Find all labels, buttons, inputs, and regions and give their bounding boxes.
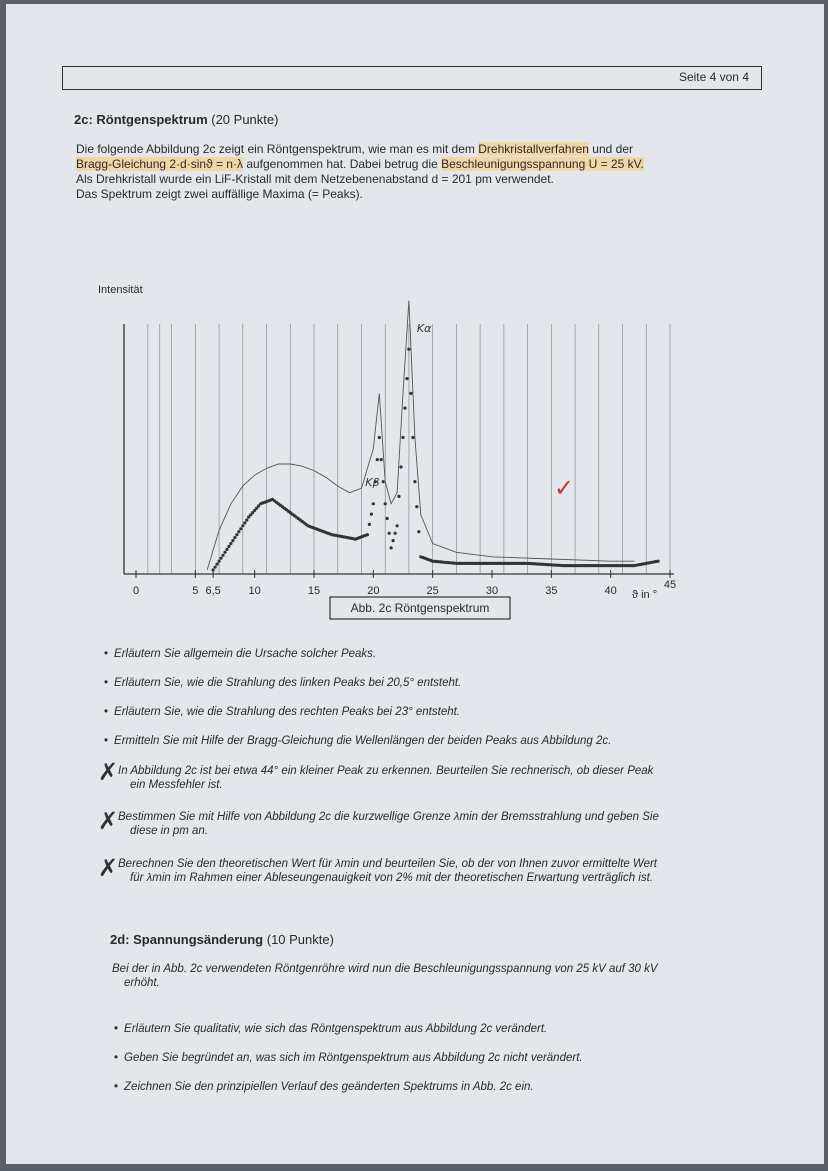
data-point [225, 548, 228, 551]
task-2c-4: • Ermitteln Sie mit Hilfe der Bragg-Gleichung die Wellenlängen der beiden Peaks aus Abbildung 2c. [104, 735, 612, 747]
data-point [212, 568, 215, 571]
x-tick-label: 0 [132, 585, 140, 597]
exam-page [6, 4, 824, 1164]
x-tick-label: 15 [307, 585, 321, 597]
data-point [409, 392, 412, 395]
x-tick-label: 45 [663, 579, 677, 591]
data-point [370, 513, 373, 516]
data-point [218, 560, 221, 563]
x-tick-label: 30 [485, 585, 499, 597]
data-point [405, 377, 408, 380]
chart-grid [148, 324, 670, 574]
section-2d-intro-line-2: erhöht. [124, 977, 160, 989]
data-point [376, 458, 379, 461]
crossed-out-mark-2: ✗ [98, 807, 119, 835]
data-point [368, 523, 371, 526]
data-point [372, 502, 375, 505]
intro-line-3: Als Drehkristall wurde ein LiF-Kristall mit dem Netzebenenabstand d = 201 pm verwendet. [76, 172, 554, 186]
data-point [657, 560, 660, 563]
task-2d-1-text: Erläutern Sie qualitativ, wie sich das Röntgenspektrum aus Abbildung 2c verändert. [124, 1023, 548, 1035]
data-point [390, 546, 393, 549]
data-point [415, 505, 418, 508]
task-2c-4-text: Ermitteln Sie mit Hilfe der Bragg-Gleichung die Wellenlängen der beiden Peaks aus Abbildung 2c. [114, 735, 612, 747]
data-point [396, 524, 399, 527]
data-point [382, 480, 385, 483]
x-tick-label: 10 [248, 585, 261, 597]
data-point [392, 539, 395, 542]
intro-line-2a: Bragg-Gleichung 2·d·sinϑ = n·λ [76, 157, 243, 171]
data-point [233, 536, 236, 539]
crossed-out-mark-1: ✗ [98, 758, 119, 786]
section-2c-title-bold: 2c: Röntgenspektrum [74, 112, 208, 127]
hand-drawn-curve [207, 301, 634, 570]
data-point [237, 530, 240, 533]
section-2d-points: (10 Punkte) [263, 932, 334, 947]
section-2d-title [110, 932, 334, 947]
task-2c-2: • Erläutern Sie, wie die Strahlung des linken Peaks bei 20,5° entsteht. [104, 677, 462, 689]
intro-line-2b: aufgenommen hat. Dabei betrug die [242, 157, 442, 171]
data-point [380, 458, 383, 461]
crossed-out-mark-3: ✗ [98, 854, 119, 882]
data-point [397, 495, 400, 498]
measurement-points [212, 348, 660, 572]
intro-line-1b: Drehkristallverfahren [478, 142, 589, 156]
task-2c-6 [118, 810, 659, 838]
data-point [235, 533, 238, 536]
data-point [407, 348, 410, 351]
data-point [401, 436, 404, 439]
data-point [403, 407, 406, 410]
x-tick-label: 25 [426, 585, 439, 597]
page-number: Seite 4 von 4 [678, 70, 749, 84]
task-2c-6-line-1: Bestimmen Sie mit Hilfe von Abbildung 2c die kurzwellige Grenze λmin der Bremsstrahlung und geben Sie [118, 811, 659, 823]
task-2c-3-text: Erläutern Sie, wie die Strahlung des rechten Peaks bei 23° entsteht. [114, 706, 461, 718]
task-2d-2-text: Geben Sie begründet an, was sich im Röntgenspektrum aus Abbildung 2c nicht verändert. [124, 1052, 583, 1064]
task-2d-3-text: Zeichnen Sie den prinzipiellen Verlauf des geänderten Spektrums in Abb. 2c ein. [124, 1081, 534, 1093]
data-point [413, 480, 416, 483]
data-point [378, 436, 381, 439]
x-tick-label: 40 [604, 585, 617, 597]
task-2c-7-line-2: für λmin im Rahmen einer Ableseungenauigkeit von 2% mit der theoretischen Erwartung verträglich ist. [130, 872, 653, 884]
chart-ylabel: Intensität [98, 284, 143, 296]
data-point [239, 527, 242, 530]
data-point [399, 465, 402, 468]
spectrum-chart [6, 4, 824, 644]
task-2c-2-text: Erläutern Sie, wie die Strahlung des linken Peaks bei 20,5° entsteht. [114, 677, 462, 689]
chart-title: Abb. 2c Röntgenspektrum [350, 601, 490, 615]
data-point [229, 542, 232, 545]
data-point [231, 539, 234, 542]
data-point [245, 518, 248, 521]
data-point [241, 524, 244, 527]
intro-line-1a: Die folgende Abbildung 2c zeigt ein Röntgenspektrum, wie man es mit dem [76, 142, 479, 156]
data-point [243, 521, 246, 524]
task-2c-5-line-2: ein Messfehler ist. [130, 779, 223, 791]
data-point [221, 554, 224, 557]
task-2c-3: • Erläutern Sie, wie die Strahlung des rechten Peaks bei 23° entsteht. [104, 706, 461, 718]
data-point [394, 532, 397, 535]
task-2c-1-text: Erläutern Sie allgemein die Ursache solcher Peaks. [114, 648, 377, 660]
data-point [219, 557, 222, 560]
section-2d-intro [112, 962, 658, 990]
data-point [384, 502, 387, 505]
data-point [366, 533, 369, 536]
section-2c-points: (20 Punkte) [207, 112, 279, 127]
section-2d-intro-line-1: Bei der in Abb. 2c verwendeten Röntgenröhre wird nun die Beschleunigungsspannung von 25 kV auf 30 kV [112, 963, 658, 975]
x-tick-label: 35 [545, 585, 558, 597]
task-2c-1: • Erläutern Sie allgemein die Ursache solcher Peaks. [104, 648, 377, 660]
section-2d-title-bold: 2d: Spannungsänderung [110, 932, 264, 947]
data-point [386, 517, 389, 520]
task-2c-6-line-2: diese in pm an. [130, 825, 208, 837]
intro-line-1c: und der [588, 142, 633, 156]
task-2d-2: • Geben Sie begründet an, was sich im Röntgenspektrum aus Abbildung 2c nicht verändert. [114, 1052, 583, 1064]
intro-line-4: Das Spektrum zeigt zwei auffällige Maxima (= Peaks). [76, 187, 363, 201]
data-point [411, 436, 414, 439]
x-tick-label: 6,5 [205, 585, 221, 597]
intro-line-2c: Beschleunigungsspannung U = 25 kV. [441, 157, 644, 171]
chart-xlabel: ϑ in ° [632, 589, 658, 601]
peak-label: Kβ [365, 476, 380, 489]
data-point [227, 545, 230, 548]
task-2d-1: • Erläutern Sie qualitativ, wie sich das Röntgenspektrum aus Abbildung 2c verändert. [114, 1023, 548, 1035]
task-2c-5 [118, 764, 653, 792]
data-point [214, 566, 217, 569]
task-2c-7 [118, 857, 657, 885]
task-2d-3: • Zeichnen Sie den prinzipiellen Verlauf des geänderten Spektrums in Abb. 2c ein. [114, 1081, 534, 1093]
x-tick-label: 5 [192, 585, 199, 597]
data-point [388, 532, 391, 535]
task-2c-5-line-1: In Abbildung 2c ist bei etwa 44° ein kleiner Peak zu erkennen. Beurteilen Sie rechnerisch, ob dieser Peak [118, 765, 654, 777]
data-point [216, 563, 219, 566]
data-point [417, 530, 420, 533]
peak-label: Kα [416, 322, 432, 335]
x-tick-label: 20 [367, 585, 380, 597]
task-2c-7-line-1: Berechnen Sie den theoretischen Wert für λmin und beurteilen Sie, ob der von Ihnen zuvor ermittelte Wert [118, 858, 658, 870]
data-point [223, 551, 226, 554]
teacher-check-mark: ✓ [554, 474, 575, 502]
